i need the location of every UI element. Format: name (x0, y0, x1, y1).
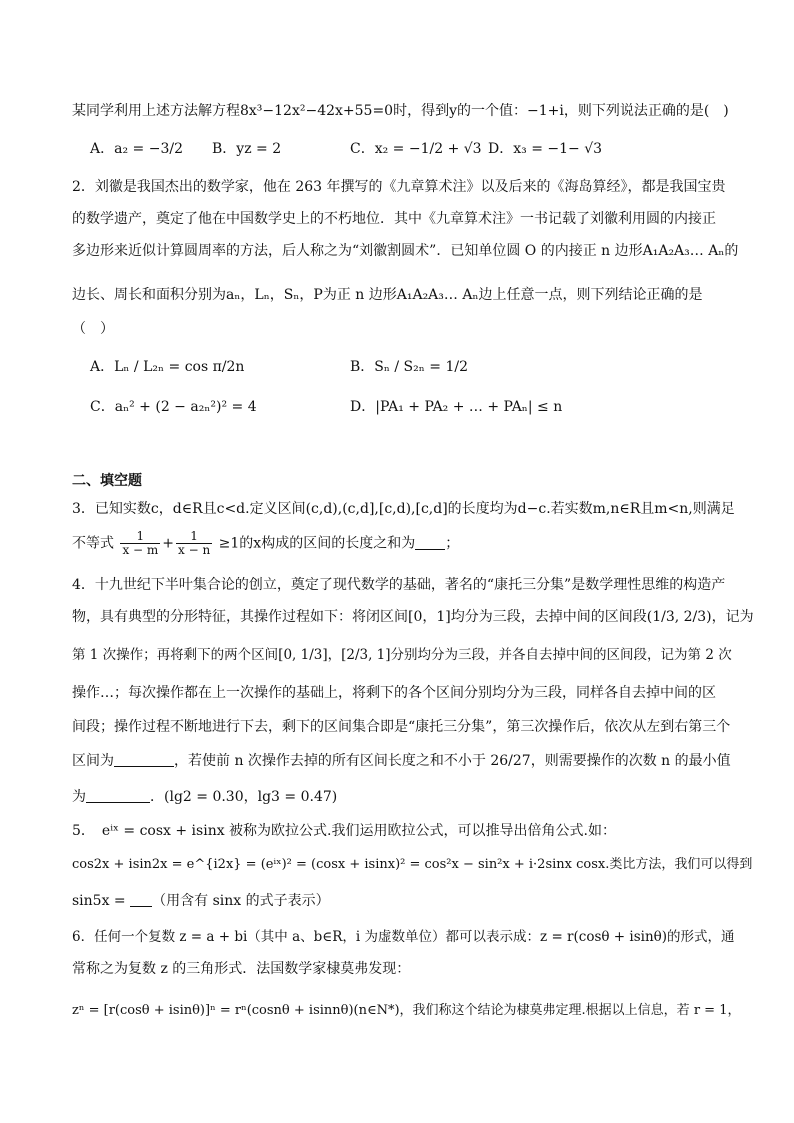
q3-fraction-2: $\frac{1}{x - n}$ (178, 529, 211, 557)
q4-line-1: 4．十九世纪下半叶集合论的创立，奠定了现代数学的基础，著名的“康托三分集”是数学理性思维的构造产 (72, 577, 726, 593)
q3-line-2: 不等式 $\frac{1}{x - m}$ + $\frac{1}{x - n}$ ≥1的x构成的区间的长度之和为 ； (72, 529, 460, 557)
q1-option-b: B．yz = 2 (212, 141, 282, 157)
q6-line-1: 6．任何一个复数 z = a + bi（其中 a、b∈R，i 为虚数单位）都可以表示成：z = r(cosθ + isinθ)的形式，通 (72, 929, 735, 945)
q5-line-2: cos2x + isin2x = e^{i2x} = (eⁱˣ)² = (cosx + isinx)² = cos²x − sin²x + i·2sinx cosx.类比方法，我们可以得到 (72, 857, 753, 872)
q6-line-3: zⁿ = [r(cosθ + isinθ)]ⁿ = rⁿ(cosnθ + isinnθ)(n∈N*)，我们称这个结论为棣莫弗定理.根据以上信息，若 r = 1， (72, 1003, 741, 1018)
q5-line-1: 5． eⁱˣ = cosx + isinx 被称为欧拉公式.我们运用欧拉公式，可以推导出倍角公式.如： (72, 823, 616, 839)
q1-stem: 某同学利用上述方法解方程8x³−12x²−42x+55=0时，得到y的一个值：−1+i，则下列说法正确的是( ) (72, 103, 729, 119)
q2-option-a: A．Lₙ / L₂ₙ = cos π/2n (90, 359, 245, 375)
q5-answer-blank[interactable] (130, 892, 152, 907)
q3-answer-blank[interactable] (415, 535, 445, 550)
q4-answer-blank-2[interactable] (86, 788, 150, 803)
q2-option-d: D．|PA₁ + PA₂ + … + PAₙ| ≤ n (350, 399, 563, 415)
q1-option-a: A．a₂ = −3/2 (90, 141, 183, 157)
q4-line-2: 物，具有典型的分形特征，其操作过程如下：将闭区间[0，1]均分为三段，去掉中间的区间段(1/3, 2/3)，记为 (72, 609, 754, 625)
q4-line-5: 间段；操作过程不断地进行下去，剩下的区间集合即是“康托三分集”，第三次操作后，依次从左到右第三个 (72, 719, 731, 735)
q2-line-5: （ ） (72, 321, 114, 337)
q4-line-4: 操作…；每次操作都在上一次操作的基础上，将剩下的各个区间分别均分为三段，同样各自去掉中间的区 (72, 685, 716, 701)
q3-fraction-1: $\frac{1}{x - m}$ (122, 529, 159, 557)
q5-line-3: sin5x = （用含有 sinx 的式子表示） (72, 893, 330, 909)
q2-line-2: 的数学遗产，奠定了他在中国数学史上的不朽地位．其中《九章算术注》一书记载了刘徽利用圆的内接正 (72, 211, 716, 227)
q1-option-d: D．x₃ = −1− √3 (488, 141, 603, 157)
q6-line-2: 常称之为复数 z 的三角形式．法国数学家棣莫弗发现： (72, 961, 411, 977)
q2-option-b: B．Sₙ / S₂ₙ = 1/2 (350, 359, 468, 375)
q2-option-c: C．aₙ² + (2 − a₂ₙ²)² = 4 (90, 399, 257, 415)
q4-answer-blank-1[interactable] (114, 752, 174, 767)
q4-line-7: 为 ．(lg2 = 0.30，lg3 = 0.47) (72, 789, 338, 805)
q4-line-3: 第 1 次操作；再将剩下的两个区间[0, 1/3]，[2/3, 1]分别均分为三段，并各自去掉中间的区间段，记为第 2 次 (72, 647, 732, 663)
section-heading: 二、填空题 (72, 473, 142, 489)
q1-option-c: C．x₂ = −1/2 + √3 (350, 141, 482, 157)
q2-line-1: 2．刘徽是我国杰出的数学家，他在 263 年撰写的《九章算术注》以及后来的《海岛算经》，都是我国宝贵 (72, 179, 726, 195)
q2-line-4: 边长、周长和面积分别为aₙ，Lₙ，Sₙ，P为正 n 边形A₁A₂A₃… Aₙ边上任意一点，则下列结论正确的是 (72, 287, 703, 303)
q3-line-1: 3．已知实数c，d∈R且c<d.定义区间(c,d),(c,d],[c,d),[c,d]的长度均为d−c.若实数m,n∈R且m<n,则满足 (72, 501, 735, 517)
q4-line-6: 区间为 ，若使前 n 次操作去掉的所有区间长度之和不小于 26/27，则需要操作的次数 n 的最小值 (72, 753, 731, 769)
q2-line-3: 多边形来近似计算圆周率的方法，后人称之为“刘徽割圆术”．已知单位圆 O 的内接正 n 边形A₁A₂A₃… Aₙ的 (72, 243, 739, 259)
